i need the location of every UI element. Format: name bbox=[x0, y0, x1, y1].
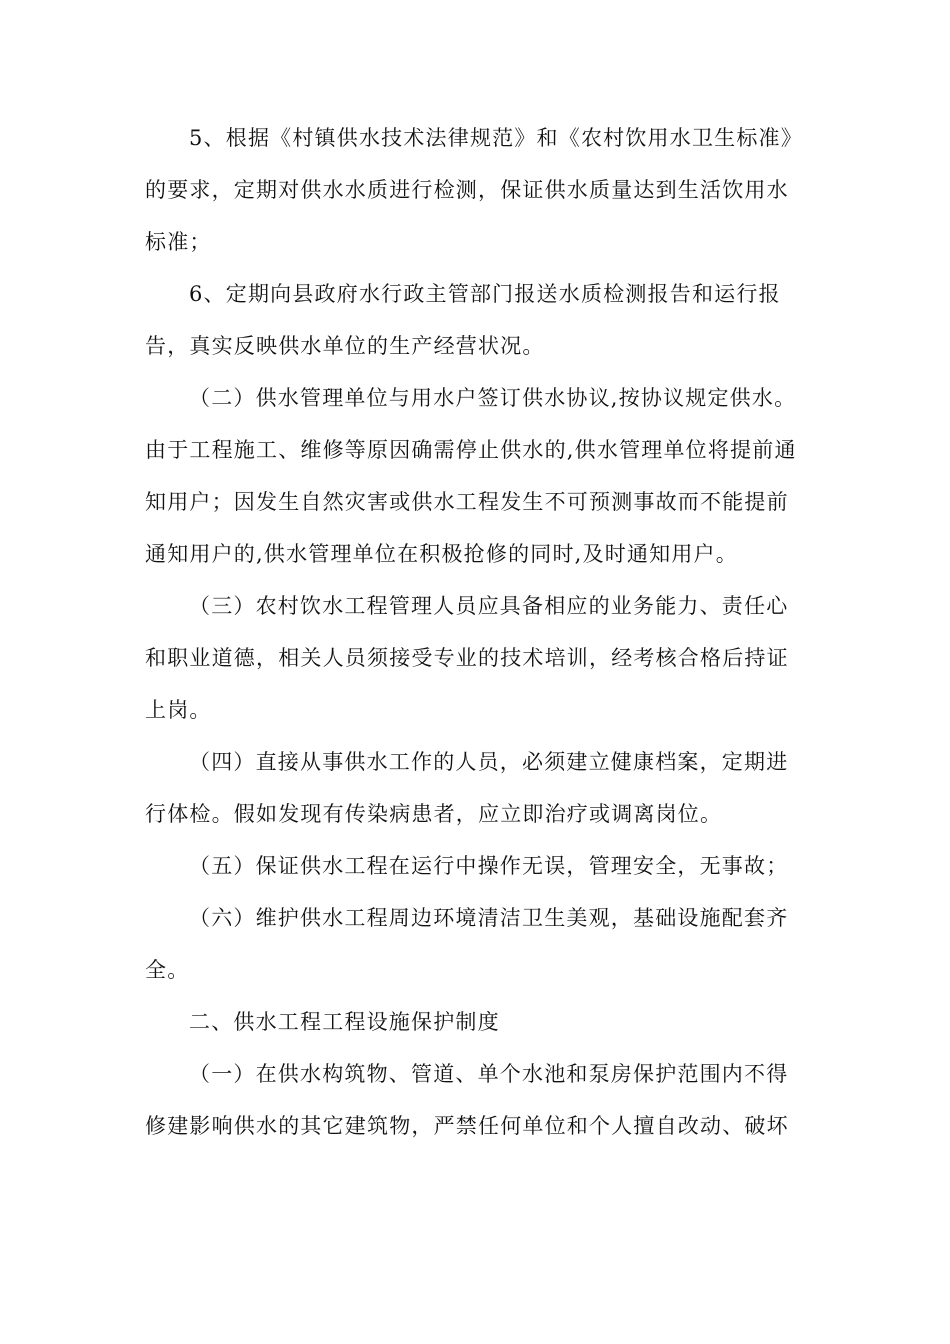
text-line: （六）维护供水工程周边环境清洁卫生美观，基础设施配套齐 bbox=[189, 906, 789, 930]
text-line: 通知用户的,供水管理单位在积极抢修的同时,及时通知用户。 bbox=[145, 542, 738, 566]
text-line: 和职业道德，相关人员须接受专业的技术培训，经考核合格后持证 bbox=[145, 646, 789, 670]
text-line: （一）在供水构筑物、管道、单个水池和泵房保护范围内不得 bbox=[189, 1062, 789, 1086]
text-line: 5、根据《村镇供水技术法律规范》和《农村饮用水卫生标准》 bbox=[189, 126, 803, 150]
text-line: 标准； bbox=[145, 230, 212, 254]
text-line: 全。 bbox=[145, 958, 190, 982]
text-line: 修建影响供水的其它建筑物，严禁任何单位和个人擅自改动、破坏 bbox=[145, 1114, 789, 1138]
text-line: 告，真实反映供水单位的生产经营状况。 bbox=[145, 334, 545, 358]
text-line: 知用户；因发生自然灾害或供水工程发生不可预测事故而不能提前 bbox=[145, 490, 789, 514]
text-line: 行体检。假如发现有传染病患者，应立即治疗或调离岗位。 bbox=[145, 802, 723, 826]
text-line: 6、定期向县政府水行政主管部门报送水质检测报告和运行报 bbox=[189, 282, 781, 306]
text-line: 上岗。 bbox=[145, 698, 212, 722]
text-line: 的要求，定期对供水水质进行检测，保证供水质量达到生活饮用水 bbox=[145, 178, 789, 202]
section-heading: 二、供水工程工程设施保护制度 bbox=[189, 1010, 500, 1034]
text-line: （四）直接从事供水工作的人员，必须建立健康档案，定期进 bbox=[189, 750, 789, 774]
text-line: （三）农村饮水工程管理人员应具备相应的业务能力、责任心 bbox=[189, 594, 789, 618]
text-line: （二）供水管理单位与用水户签订供水协议,按协议规定供水。 bbox=[189, 386, 797, 410]
text-line: （五）保证供水工程在运行中操作无误，管理安全，无事故； bbox=[189, 854, 789, 878]
document-body bbox=[145, 118, 805, 1158]
text-line: 由于工程施工、维修等原因确需停止供水的,供水管理单位将提前通 bbox=[145, 438, 797, 462]
